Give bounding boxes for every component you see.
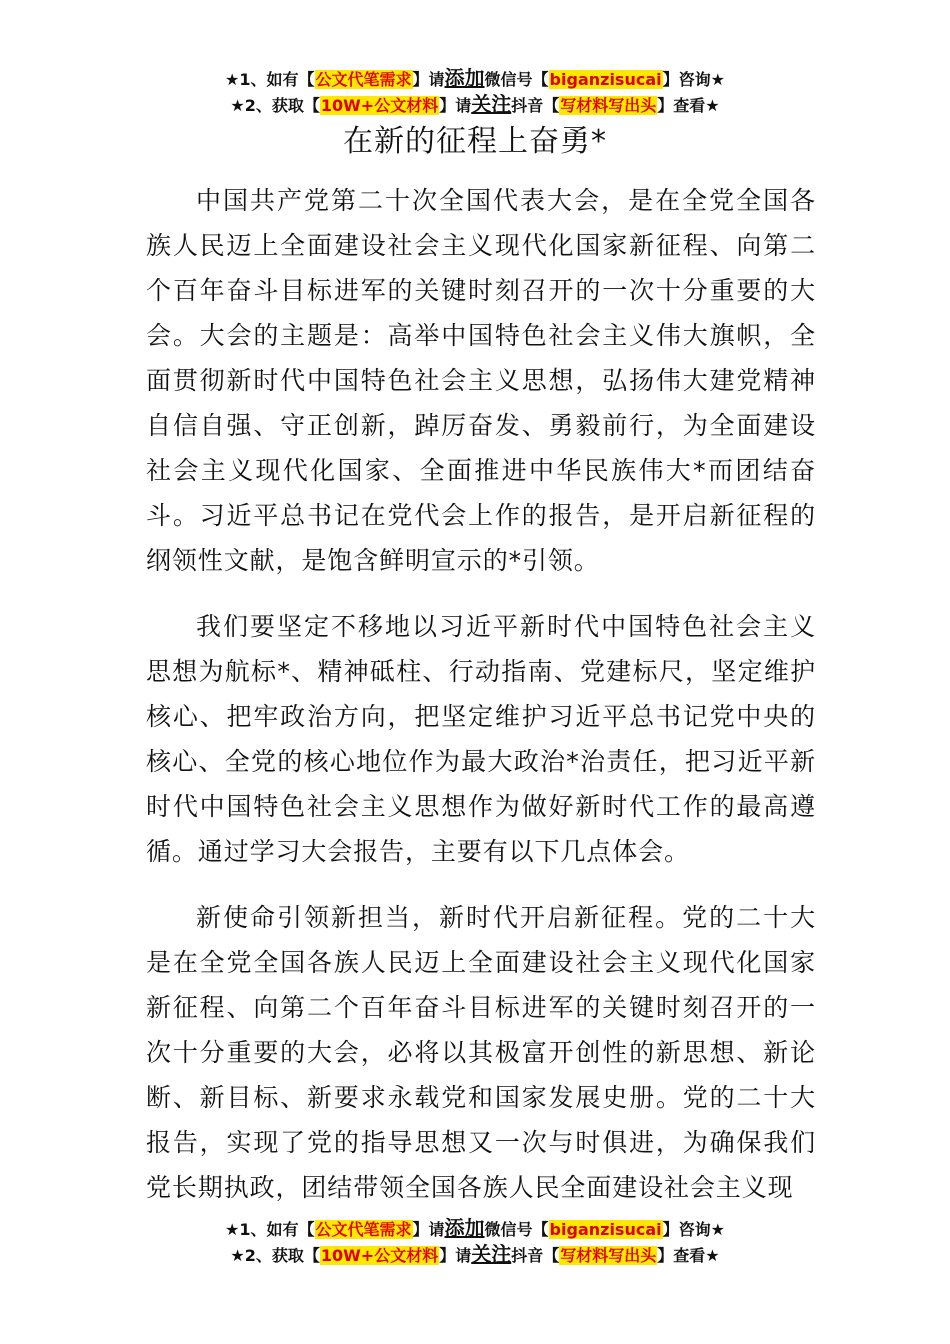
document-title: 在新的征程上奋勇* xyxy=(343,124,607,159)
promo-wechat-id: biganzisucai xyxy=(549,1220,662,1239)
promo-header xyxy=(0,66,950,118)
promo-wechat-id: biganzisucai xyxy=(549,70,662,89)
promo-line-1: ★1、如有【公文代笔需求】请添加微信号【biganzisucai】咨询★ xyxy=(225,66,725,90)
promo-line-2: ★2、获取【10W+公文材料】请关注抖音【写材料写出头】查看★ xyxy=(230,1242,720,1266)
paragraph: 新使命引领新担当，新时代开启新征程。党的二十大是在全党全国各族人民迈上全面建设社会主义现代化国家新征程、向第二个百年奋斗目标进军的关键时刻召开的一次十分重要的大会，必将以其极富开创性的新思想、新论断、新目标、新要求永载党和国家发展史册。党的二十大报告，实现了党的指导思想又一次与时俱进，为确保我们党长期执政，团结带领全国各族人民全面建设社会主义现 xyxy=(146,903,816,1202)
promo-douyin-id: 写材料写出头 xyxy=(560,96,657,115)
promo-highlight: 10W+公文材料 xyxy=(320,1246,439,1265)
promo-highlight: 10W+公文材料 xyxy=(320,96,439,115)
paragraph: 我们要坚定不移地以习近平新时代中国特色社会主义思想为航标*、精神砥柱、行动指南、党建标尺，坚定维护核心、把牢政治方向，把坚定维护习近平总书记党中央的核心、全党的核心地位作为最大政治*治责任，把习近平新时代中国特色社会主义思想作为做好新时代工作的最高遵循。通过学习大会报告，主要有以下几点体会。 xyxy=(146,612,816,866)
paragraph: 中国共产党第二十次全国代表大会，是在全党全国各族人民迈上全面建设社会主义现代化国家新征程、向第二个百年奋斗目标进军的关键时刻召开的一次十分重要的大会。大会的主题是：高举中国特色社会主义伟大旗帜，全面贯彻新时代中国特色社会主义思想，弘扬伟大建党精神自信自强、守正创新，踔厉奋发、勇毅前行，为全面建设社会主义现代化国家、全面推进中华民族伟大*而团结奋斗。习近平总书记在党代会上作的报告，是开启新征程的纲领性文献，是饱含鲜明宣示的*引领。 xyxy=(146,186,816,575)
promo-footer xyxy=(0,1216,950,1268)
promo-line-1: ★1、如有【公文代笔需求】请添加微信号【biganzisucai】咨询★ xyxy=(225,1216,725,1240)
promo-highlight: 公文代笔需求 xyxy=(315,70,412,89)
promo-highlight: 公文代笔需求 xyxy=(315,1220,412,1239)
promo-line-2: ★2、获取【10W+公文材料】请关注抖音【写材料写出头】查看★ xyxy=(230,92,720,116)
document-body xyxy=(146,178,816,1231)
promo-douyin-id: 写材料写出头 xyxy=(560,1246,657,1265)
